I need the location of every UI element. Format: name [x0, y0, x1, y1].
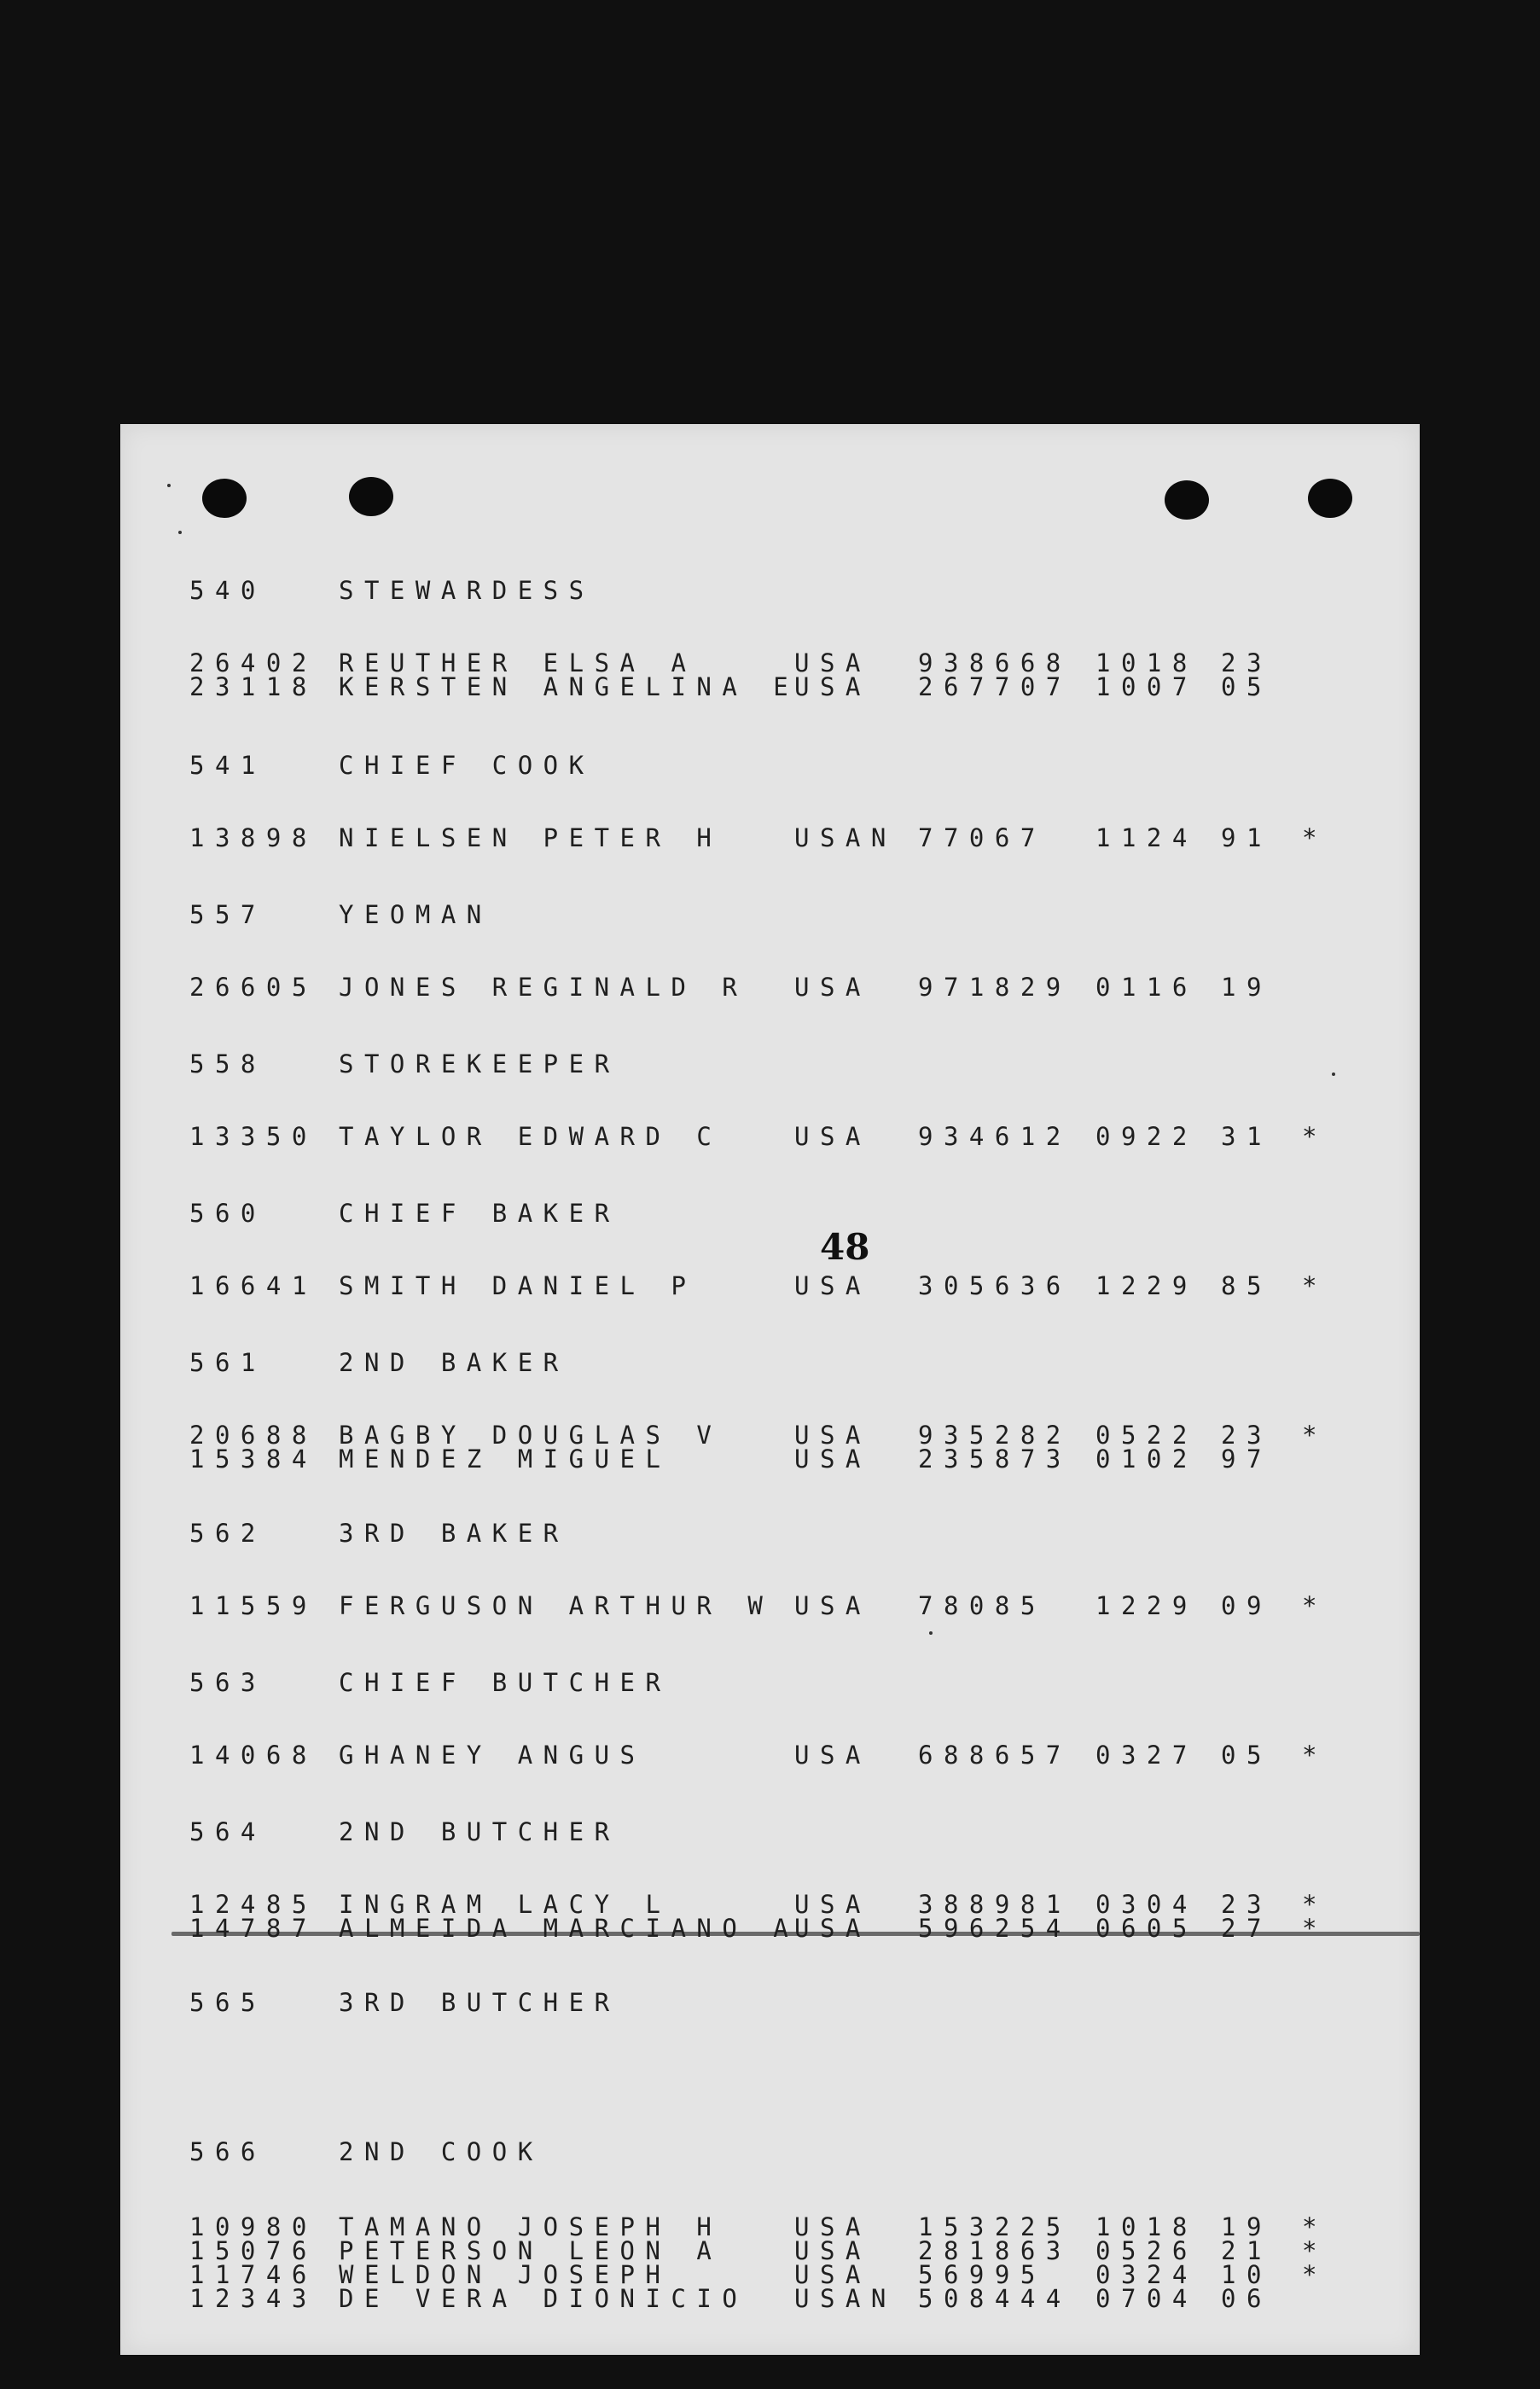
section-title: 3RD BUTCHER	[339, 1988, 620, 2017]
crew-document-number: 388981	[918, 1890, 1072, 1919]
crew-number: 20688	[189, 1421, 317, 1450]
crew-age: 05	[1221, 1741, 1272, 1770]
crew-number: 11746	[189, 2260, 317, 2289]
crew-document-number: 235873	[918, 1444, 1072, 1474]
section-heading	[120, 1350, 1420, 1375]
crew-date-code: 0324	[1095, 2260, 1198, 2289]
crew-age: 09	[1221, 1591, 1272, 1620]
section-code: 565	[189, 1988, 266, 2017]
crew-citizenship: USA	[794, 1914, 871, 1943]
crew-name: TAYLOR EDWARD C	[339, 1122, 723, 1151]
section-code: 558	[189, 1049, 266, 1078]
crew-date-code: 1229	[1095, 1271, 1198, 1300]
crew-age: 10	[1221, 2260, 1272, 2289]
crew-document-number: 935282	[918, 1421, 1072, 1450]
crew-age: 27	[1221, 1914, 1272, 1943]
crew-citizenship: USA	[794, 1122, 871, 1151]
paper-speck	[178, 531, 182, 534]
crew-row	[120, 1593, 1420, 1619]
section-title: CHIEF COOK	[339, 751, 595, 780]
section-code: 541	[189, 751, 266, 780]
crew-number: 16641	[189, 1271, 317, 1300]
crew-age: 85	[1221, 1271, 1272, 1300]
paper-speck	[167, 484, 171, 487]
crew-date-code: 1007	[1095, 672, 1198, 701]
crew-date-code: 0327	[1095, 1741, 1198, 1770]
crew-date-code: 0605	[1095, 1914, 1198, 1943]
crew-name: SMITH DANIEL P	[339, 1271, 697, 1300]
crew-date-code: 0116	[1095, 973, 1198, 1002]
section-title: 3RD BAKER	[339, 1519, 569, 1548]
section-title: 2ND BUTCHER	[339, 1817, 620, 1846]
crew-number: 14068	[189, 1741, 317, 1770]
crew-document-number: 938668	[918, 648, 1072, 677]
crew-number: 15076	[189, 2236, 317, 2265]
crew-document-number: 508444	[918, 2284, 1072, 2313]
section-title: STOREKEEPER	[339, 1049, 620, 1078]
crew-date-code: 1018	[1095, 648, 1198, 677]
section-heading	[120, 753, 1420, 778]
crew-age: 23	[1221, 1421, 1272, 1450]
crew-name: BAGBY DOUGLAS V	[339, 1421, 723, 1450]
crew-document-number: 688657	[918, 1741, 1072, 1770]
crew-document-number: 305636	[918, 1271, 1072, 1300]
crew-number: 12343	[189, 2284, 317, 2313]
section-code: 563	[189, 1668, 266, 1697]
section-heading	[120, 902, 1420, 927]
section-heading	[120, 2139, 1420, 2165]
crew-citizenship: USA	[794, 648, 871, 677]
crew-number: 11559	[189, 1591, 317, 1620]
crew-name: ALMEIDA MARCIANO A	[339, 1914, 799, 1943]
typed-crew-list-page	[120, 424, 1420, 2355]
crew-row	[120, 1124, 1420, 1149]
section-heading	[120, 1051, 1420, 1077]
crew-row	[120, 1742, 1420, 1768]
section-title: 2ND BAKER	[339, 1348, 569, 1377]
section-code: 540	[189, 576, 266, 605]
crew-age: 19	[1221, 973, 1272, 1002]
crew-row	[120, 1273, 1420, 1299]
section-heading	[120, 578, 1420, 603]
crew-mark: *	[1302, 2212, 1328, 2241]
crew-date-code: 0922	[1095, 1122, 1198, 1151]
crew-row	[120, 974, 1420, 1000]
page-number: 48	[820, 1226, 870, 1268]
section-code: 557	[189, 900, 266, 929]
crew-name: REUTHER ELSA A	[339, 648, 697, 677]
section-code: 562	[189, 1519, 266, 1548]
crew-date-code: 1018	[1095, 2212, 1198, 2241]
crew-document-number: 78085	[918, 1591, 1046, 1620]
section-code: 564	[189, 1817, 266, 1846]
punch-hole	[1308, 479, 1352, 518]
crew-number: 14787	[189, 1914, 317, 1943]
crew-age: 91	[1221, 823, 1272, 852]
crew-mark: *	[1302, 2260, 1328, 2289]
crew-number: 23118	[189, 672, 317, 701]
crew-mark: *	[1302, 2236, 1328, 2265]
crew-document-number: 153225	[918, 2212, 1072, 2241]
punch-hole	[349, 477, 393, 516]
crew-number: 13898	[189, 823, 317, 852]
section-code: 561	[189, 1348, 266, 1377]
crew-date-code: 0704	[1095, 2284, 1198, 2313]
crew-mark: *	[1302, 1271, 1328, 1300]
crew-age: 21	[1221, 2236, 1272, 2265]
crew-document-number: 596254	[918, 1914, 1072, 1943]
crew-document-number: 267707	[918, 672, 1072, 701]
crew-row	[120, 825, 1420, 851]
crew-row	[120, 1446, 1420, 1472]
crew-name: JONES REGINALD R	[339, 973, 748, 1002]
section-title: 2ND COOK	[339, 2137, 543, 2166]
crew-number: 12485	[189, 1890, 317, 1919]
crew-citizenship: USA	[794, 2260, 871, 2289]
crew-document-number: 971829	[918, 973, 1072, 1002]
crew-row	[120, 1915, 1420, 1941]
crew-name: TAMANO JOSEPH H	[339, 2212, 723, 2241]
crew-age: 97	[1221, 1444, 1272, 1474]
crew-citizenship: USA	[794, 1591, 871, 1620]
crew-date-code: 0526	[1095, 2236, 1198, 2265]
crew-citizenship: USA	[794, 672, 871, 701]
crew-document-number: 281863	[918, 2236, 1072, 2265]
crew-row	[120, 674, 1420, 700]
punch-hole	[202, 479, 247, 518]
crew-name: GHANEY ANGUS	[339, 1741, 646, 1770]
crew-number: 26402	[189, 648, 317, 677]
crew-name: FERGUSON ARTHUR W	[339, 1591, 774, 1620]
crew-citizenship: USA	[794, 1890, 871, 1919]
crew-citizenship: USA	[794, 1741, 871, 1770]
punch-hole	[1165, 480, 1209, 520]
section-title: CHIEF BAKER	[339, 1199, 620, 1228]
crew-number: 15384	[189, 1444, 317, 1474]
crew-mark: *	[1302, 1741, 1328, 1770]
crew-mark: *	[1302, 1890, 1328, 1919]
crew-date-code: 1229	[1095, 1591, 1198, 1620]
crew-citizenship: USA	[794, 1421, 871, 1450]
crew-age: 06	[1221, 2284, 1272, 2313]
crew-name: WELDON JOSEPH	[339, 2260, 671, 2289]
section-heading	[120, 1990, 1420, 2015]
crew-document-number: 934612	[918, 1122, 1072, 1151]
crew-mark: *	[1302, 823, 1328, 852]
section-heading	[120, 1520, 1420, 1546]
crew-name: NIELSEN PETER H	[339, 823, 723, 852]
crew-date-code: 0522	[1095, 1421, 1198, 1450]
crew-number: 13350	[189, 1122, 317, 1151]
section-heading	[120, 1200, 1420, 1226]
crew-name: PETERSON LEON A	[339, 2236, 723, 2265]
crew-age: 23	[1221, 1890, 1272, 1919]
crew-citizenship: USA	[794, 2236, 871, 2265]
crew-name: KERSTEN ANGELINA E	[339, 672, 799, 701]
crew-row	[120, 2286, 1420, 2311]
paper-speck	[929, 1631, 933, 1635]
section-heading	[120, 1670, 1420, 1695]
crew-number: 26605	[189, 973, 317, 1002]
crew-citizenship: USA	[794, 1271, 871, 1300]
section-heading	[120, 1819, 1420, 1845]
crew-date-code: 1124	[1095, 823, 1198, 852]
crew-name: MENDEZ MIGUEL	[339, 1444, 671, 1474]
section-title: CHIEF BUTCHER	[339, 1668, 671, 1697]
crew-mark: *	[1302, 1591, 1328, 1620]
crew-number: 10980	[189, 2212, 317, 2241]
section-code: 560	[189, 1199, 266, 1228]
section-code: 566	[189, 2137, 266, 2166]
crew-age: 23	[1221, 648, 1272, 677]
crew-citizenship: USA	[794, 2212, 871, 2241]
crew-citizenship: USA	[794, 973, 871, 1002]
crew-citizenship: USA	[794, 1444, 871, 1474]
crew-name: INGRAM LACY L	[339, 1890, 671, 1919]
crew-date-code: 0102	[1095, 1444, 1198, 1474]
crew-document-number: 56995	[918, 2260, 1046, 2289]
crew-name: DE VERA DIONICIO	[339, 2284, 748, 2313]
section-title: YEOMAN	[339, 900, 492, 929]
crew-citizenship: USAN	[794, 2284, 897, 2313]
section-title: STEWARDESS	[339, 576, 595, 605]
crew-mark: *	[1302, 1122, 1328, 1151]
crew-document-number: 77067	[918, 823, 1046, 852]
crew-mark: *	[1302, 1914, 1328, 1943]
crew-age: 05	[1221, 672, 1272, 701]
crew-date-code: 0304	[1095, 1890, 1198, 1919]
crew-mark: *	[1302, 1421, 1328, 1450]
crew-age: 31	[1221, 1122, 1272, 1151]
crew-citizenship: USAN	[794, 823, 897, 852]
crew-age: 19	[1221, 2212, 1272, 2241]
